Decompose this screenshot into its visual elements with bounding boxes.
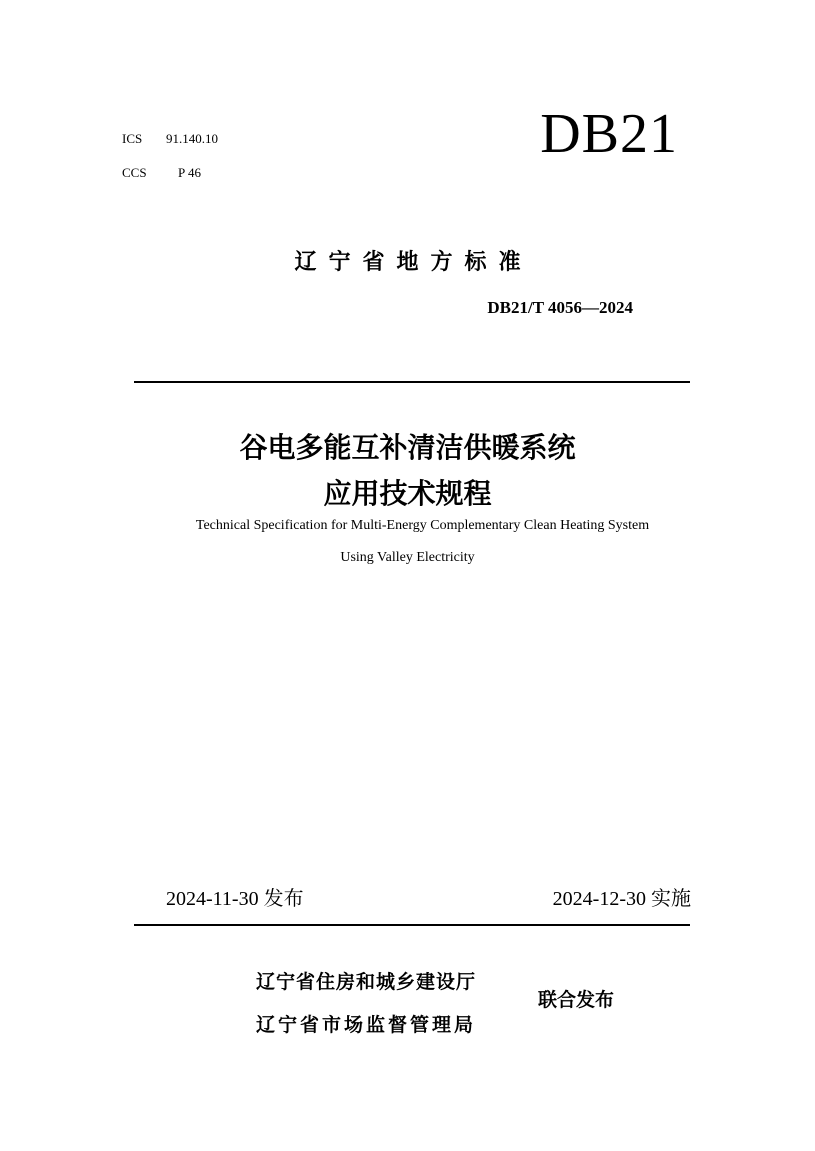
publisher-market-bureau: 辽宁省市场监督管理局 bbox=[256, 1014, 477, 1036]
title-zh-line1: 谷电多能互补清洁供暖系统 bbox=[239, 431, 576, 464]
ccs-label: CCS bbox=[122, 165, 147, 180]
issue-date: 2024-11-30 发布 bbox=[166, 888, 304, 910]
db-code: DB21 bbox=[540, 103, 678, 165]
title-en-line1: Technical Specification for Multi-Energy Complementary Clean Heating System bbox=[195, 518, 650, 533]
standard-number: DB21/T 4056—2024 bbox=[487, 298, 633, 317]
title-en-line2: Using Valley Electricity bbox=[340, 550, 475, 565]
top-divider bbox=[134, 381, 690, 383]
publisher-housing-dept: 辽宁省住房和城乡建设厅 bbox=[256, 971, 477, 993]
bottom-divider bbox=[134, 924, 690, 926]
standard-type: 辽宁省地方标准 bbox=[294, 250, 533, 275]
implementation-date: 2024-12-30 实施 bbox=[552, 888, 691, 910]
joint-release-label: 联合发布 bbox=[538, 989, 615, 1011]
ics-value: 91.140.10 bbox=[166, 131, 218, 146]
ics-label: ICS bbox=[122, 131, 143, 146]
title-zh-line2: 应用技术规程 bbox=[323, 477, 492, 510]
ccs-value: P 46 bbox=[178, 165, 201, 180]
